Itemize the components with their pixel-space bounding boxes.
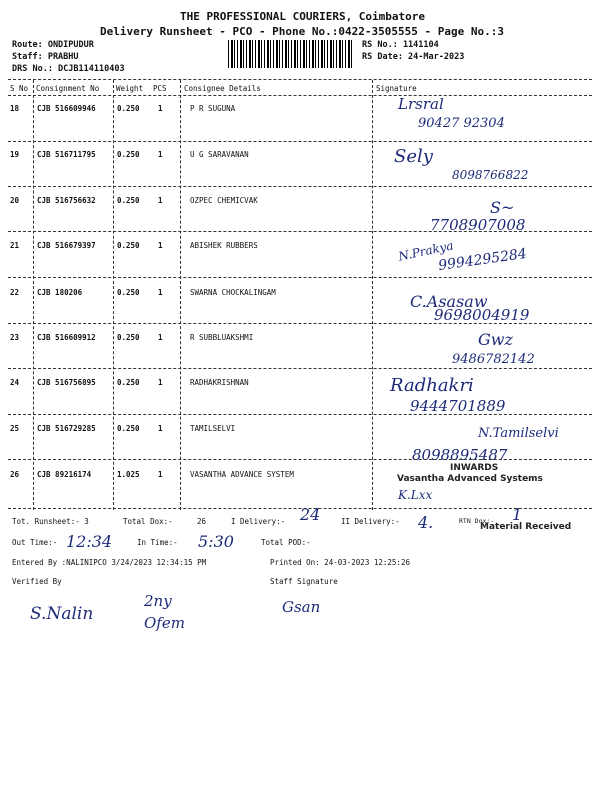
out-time-value: 12:34 [66, 532, 113, 551]
row-consignment: CJB 516609946 [37, 104, 96, 113]
staff-signature: Gsan [282, 598, 321, 616]
row-rule [8, 231, 592, 232]
runsheet-subtitle: Delivery Runsheet - PCO - Phone No.:0422-3505555 - Page No.:3 [100, 25, 504, 38]
row-weight: 0.250 [117, 150, 140, 159]
stamp-received: Material Received [480, 522, 572, 532]
row-consignee: SWARNA CHOCKALINGAM [190, 288, 276, 297]
rtn-dox-value: 1 [512, 505, 523, 524]
row-consignment: CJB 180206 [37, 288, 83, 297]
col-weight: Weight [116, 84, 144, 93]
row-consignment: CJB 516756632 [37, 196, 96, 205]
row-pcs: 1 [158, 196, 163, 205]
row-sno: 24 [10, 378, 20, 387]
col-signature: Signature [376, 84, 417, 93]
row-rule [8, 323, 592, 324]
row-pcs: 1 [158, 241, 163, 250]
ii-delivery-label: II Delivery:- [341, 517, 400, 526]
row-consignment: CJB 89216174 [37, 470, 92, 479]
col-consignment: Consignment No [36, 84, 100, 93]
row-sno: 19 [10, 150, 20, 159]
signature-phone: 9994295284 [437, 245, 528, 275]
table-top-rule [8, 79, 592, 80]
row-pcs: 1 [158, 333, 163, 342]
signature-scribble: N.Tamilselvi [478, 426, 559, 441]
row-pcs: 1 [158, 378, 163, 387]
row-consignment: CJB 516756895 [37, 378, 96, 387]
col-divider [33, 80, 34, 510]
row-consignee: OZPEC CHEMICVAK [190, 196, 258, 205]
row-pcs: 1 [158, 104, 163, 113]
signature-phone: 9486782142 [452, 352, 535, 367]
signature-scribble: Sely [394, 146, 433, 167]
in-time-label: In Time:- [137, 538, 178, 547]
row-consignee: RADHAKRISHNAN [190, 378, 249, 387]
row-weight: 0.250 [117, 288, 140, 297]
row-consignment: CJB 516711795 [37, 150, 96, 159]
company-title: THE PROFESSIONAL COURIERS, Coimbatore [180, 10, 426, 23]
signature-phone: 90427 92304 [418, 116, 505, 131]
rs-number: RS No.: 1141104 [362, 40, 439, 50]
verified-by-label: Verified By [12, 577, 62, 586]
ii-delivery-value: 4. [418, 513, 434, 532]
row-consignment: CJB 516679397 [37, 241, 96, 250]
row-sno: 25 [10, 424, 20, 433]
row-pcs: 1 [158, 150, 163, 159]
col-divider [113, 80, 114, 510]
col-sno: S No [10, 84, 29, 93]
row-sno: 23 [10, 333, 20, 342]
signature-phone: 8098895487 [412, 446, 508, 464]
signature-scribble: S~ [490, 198, 515, 217]
signature-scribble: C.Asasaw [410, 292, 488, 311]
total-dox-value: 26 [197, 517, 207, 526]
row-consignment: CJB 516729285 [37, 424, 96, 433]
row-sno: 21 [10, 241, 20, 250]
in-time-value: 5:30 [198, 532, 234, 551]
row-pcs: 1 [158, 470, 163, 479]
row-rule [8, 459, 592, 460]
table-header-rule [8, 95, 592, 96]
col-consignee: Consignee Details [184, 84, 261, 93]
row-sno: 18 [10, 104, 20, 113]
staff-signature-label: Staff Signature [270, 577, 338, 586]
row-consignee: ABISHEK RUBBERS [190, 241, 258, 250]
row-rule [8, 141, 592, 142]
row-sno: 26 [10, 470, 20, 479]
row-weight: 0.250 [117, 241, 140, 250]
signature-phone: 9698004919 [434, 306, 530, 324]
total-dox-label: Total Dox:- [123, 517, 173, 526]
row-rule [8, 414, 592, 415]
row-consignee: P R SUGUNA [190, 104, 236, 113]
col-pcs: PCS [153, 84, 167, 93]
entered-by: Entered By :NALINIPCO 3/24/2023 12:34:15 PM [12, 558, 207, 567]
verifier-signature-3: Ofem [144, 614, 185, 632]
row-sno: 22 [10, 288, 20, 297]
staff-label: Staff: PRABHU [12, 52, 79, 62]
total-pod-label: Total POD:- [261, 538, 311, 547]
row-consignee: R SUBBLUAKSHMI [190, 333, 254, 342]
signature-scribble: Gwz [478, 330, 513, 349]
printed-on: Printed On: 24-03-2023 12:25:26 [270, 558, 410, 567]
stamp-company: Vasantha Advanced Systems [397, 474, 543, 484]
stamp-inwards: INWARDS [450, 463, 499, 473]
row-weight: 0.250 [117, 333, 140, 342]
out-time-label: Out Time:- [12, 538, 58, 547]
signature-phone: 9444701889 [410, 397, 506, 415]
row-consignee: VASANTHA ADVANCE SYSTEM [190, 470, 294, 479]
drs-number: DRS No.: DCJB114110403 [12, 64, 125, 74]
row-weight: 0.250 [117, 378, 140, 387]
barcode [228, 40, 354, 68]
signature-scribble: N.Prakya [397, 238, 455, 264]
signature-phone: 7708907008 [430, 216, 526, 234]
col-divider [372, 80, 373, 510]
row-consignee: TAMILSELVI [190, 424, 236, 433]
route-label: Route: ONDIPUDUR [12, 40, 94, 50]
rs-date: RS Date: 24-Mar-2023 [362, 52, 465, 62]
row-weight: 0.250 [117, 196, 140, 205]
signature-scribble: K.Lxx [398, 488, 433, 502]
row-consignment: CJB 516609912 [37, 333, 96, 342]
row-weight: 0.250 [117, 424, 140, 433]
signature-phone: 8098766822 [452, 168, 529, 182]
rtn-dox-label: RTN Dox:- [459, 517, 495, 525]
row-rule [8, 277, 592, 278]
tot-runsheet: Tot. Runsheet:- 3 [12, 517, 89, 526]
verifier-signature-2: 2ny [144, 592, 172, 610]
i-delivery-value: 24 [300, 505, 321, 524]
verifier-signature: S.Nalin [30, 604, 94, 624]
row-weight: 1.025 [117, 470, 140, 479]
i-delivery-label: I Delivery:- [231, 517, 286, 526]
row-rule [8, 186, 592, 187]
row-weight: 0.250 [117, 104, 140, 113]
signature-scribble: Lrsral [398, 95, 444, 113]
row-consignee: U G SARAVANAN [190, 150, 249, 159]
row-pcs: 1 [158, 424, 163, 433]
row-pcs: 1 [158, 288, 163, 297]
row-sno: 20 [10, 196, 20, 205]
row-rule [8, 368, 592, 369]
signature-scribble: Radhakri [390, 375, 474, 396]
col-divider [180, 80, 181, 510]
